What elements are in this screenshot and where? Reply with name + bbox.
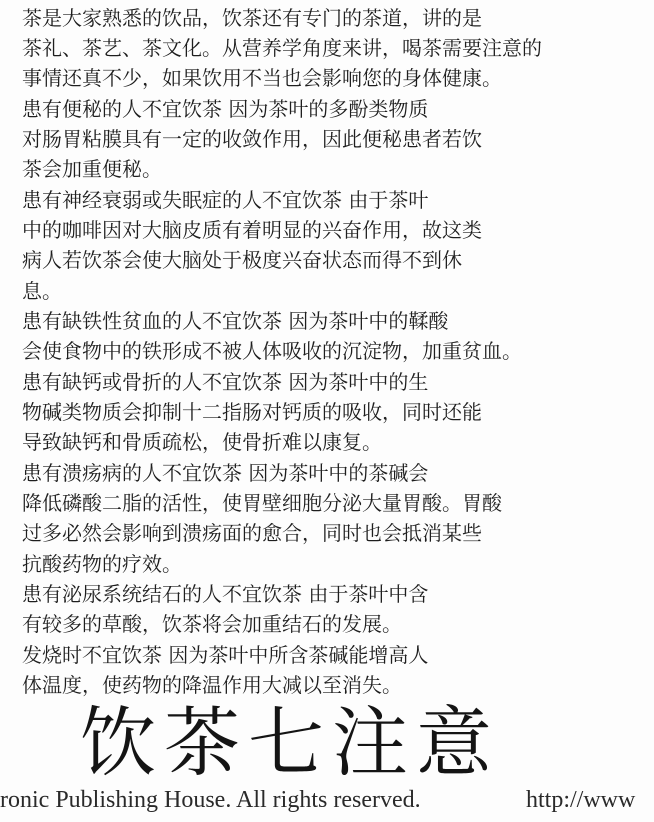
- paragraph-line: 茶会加重便秘。: [22, 157, 162, 181]
- page-title: 饮茶七注意: [80, 698, 500, 787]
- paragraph-line: 患有泌尿系统结石的人不宜饮茶 由于茶叶中含: [22, 582, 429, 606]
- copyright-text: ronic Publishing House. All rights reserved.: [0, 787, 421, 813]
- paragraph-line: 茶礼、茶艺、茶文化。从营养学角度来讲，喝茶需要注意的: [22, 36, 542, 60]
- paragraph-line: 患有溃疡病的人不宜饮茶 因为茶叶中的茶碱会: [22, 461, 429, 485]
- paragraph-line: 会使食物中的铁形成不被人体吸收的沉淀物，加重贫血。: [22, 339, 522, 363]
- paragraph-line: 息。: [22, 279, 62, 303]
- paragraph-line: 事情还真不少，如果饮用不当也会影响您的身体健康。: [22, 66, 502, 90]
- paragraph-line: 抗酸药物的疗效。: [22, 552, 182, 576]
- paragraph-line: 过多必然会影响到溃疡面的愈合，同时也会抵消某些: [22, 521, 482, 545]
- paragraph-line: 有较多的草酸，饮茶将会加重结石的发展。: [22, 612, 402, 636]
- paragraph-line: 导致缺钙和骨质疏松，使骨折难以康复。: [22, 430, 382, 454]
- paragraph-line: 患有便秘的人不宜饮茶 因为茶叶的多酚类物质: [22, 97, 429, 121]
- copyright-footer: [0, 786, 654, 814]
- paragraph-line: 患有缺铁性贫血的人不宜饮茶 因为茶叶中的鞣酸: [22, 309, 449, 333]
- paragraph-line: 降低磷酸二脂的活性，使胃壁细胞分泌大量胃酸。胃酸: [22, 491, 502, 515]
- footer-url-text: http://www: [526, 787, 636, 813]
- paragraph-line: 茶是大家熟悉的饮品，饮茶还有专门的茶道，讲的是: [22, 6, 482, 30]
- paragraph-line: 发烧时不宜饮茶 因为茶叶中所含茶碱能增高人: [22, 643, 429, 667]
- paragraph-line: 对肠胃粘膜具有一定的收敛作用，因此便秘患者若饮: [22, 127, 482, 151]
- paragraph-line: 物碱类物质会抑制十二指肠对钙质的吸收，同时还能: [22, 400, 482, 424]
- paragraph-line: 中的咖啡因对大脑皮质有着明显的兴奋作用，故这类: [22, 218, 482, 242]
- paragraph-line: 体温度，使药物的降温作用大减以至消失。: [22, 673, 402, 697]
- paragraph-line: 患有神经衰弱或失眠症的人不宜饮茶 由于茶叶: [22, 188, 429, 212]
- paragraph-line: 患有缺钙或骨折的人不宜饮茶 因为茶叶中的生: [22, 370, 429, 394]
- paragraph-line: 病人若饮茶会使大脑处于极度兴奋状态而得不到休: [22, 248, 462, 272]
